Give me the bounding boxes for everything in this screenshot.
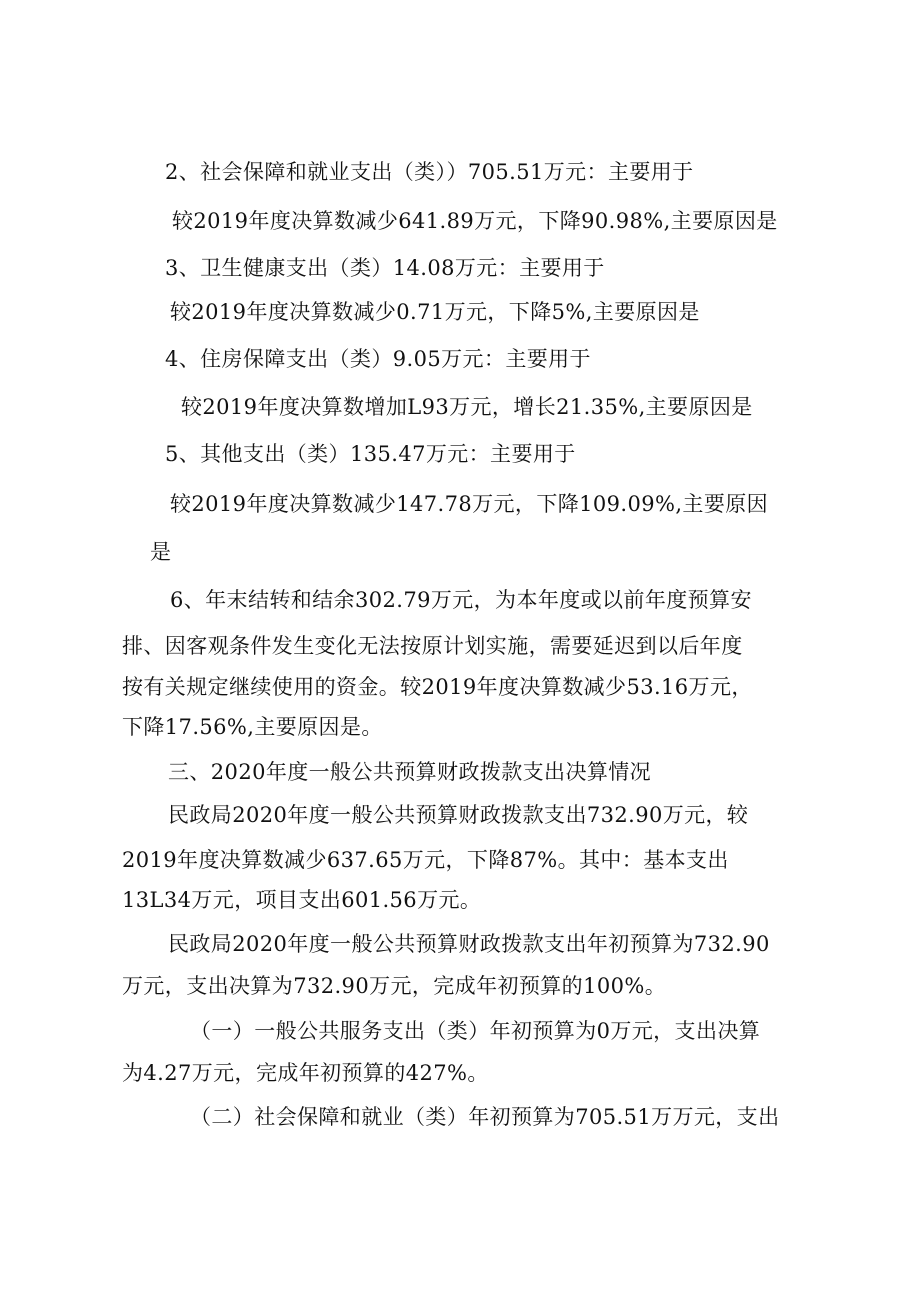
text-line: （二）社会保障和就业（类）年初预算为705.51万万元，支出 (190, 1105, 780, 1129)
text-line: 下降17.56%,主要原因是。 (122, 715, 383, 739)
text-line: （一）一般公共服务支出（类）年初预算为0万元，支出决算 (190, 1019, 761, 1043)
text-line: 万元，支出决算为732.90万元，完成年初预算的100%。 (122, 974, 667, 998)
text-line: 2019年度决算数减少637.65万元，下降87%。其中：基本支出 (122, 848, 729, 872)
section-heading: 三、2020年度一般公共预算财政拨款支出决算情况 (168, 760, 652, 784)
text-line: 按有关规定继续使用的资金。较2019年度决算数减少53.16万元， (122, 675, 753, 699)
text-line: 6、年末结转和结余302.79万元，为本年度或以前年度预算安 (170, 588, 752, 612)
text-line: 4、住房保障支出（类）9.05万元：主要用于 (165, 347, 591, 371)
text-line: 5、其他支出（类）135.47万元：主要用于 (165, 442, 576, 466)
text-line: 较2019年度决算数增加L93万元，增长21.35%,主要原因是 (181, 395, 753, 419)
text-line: 民政局2020年度一般公共预算财政拨款支出732.90万元，较 (168, 803, 749, 827)
text-line: 较2019年度决算数减少147.78万元，下降109.09%,主要原因 (170, 492, 769, 516)
text-line: 民政局2020年度一般公共预算财政拨款支出年初预算为732.90 (168, 932, 770, 956)
text-line: 3、卫生健康支出（类）14.08万元：主要用于 (165, 256, 605, 280)
text-line: 较2019年度决算数减少0.71万元，下降5%,主要原因是 (170, 300, 700, 324)
text-line: 2、社会保障和就业支出（类））705.51万元：主要用于 (165, 160, 694, 184)
text-line: 较2019年度决算数减少641.89万元，下降90.98%,主要原因是 (172, 209, 778, 233)
text-line: 是 (150, 540, 172, 564)
text-line: 排、因客观条件发生变化无法按原计划实施，需要延迟到以后年度 (122, 634, 743, 658)
text-line: 为4.27万元，完成年初预算的427%。 (122, 1061, 489, 1085)
text-line: 13L34万元，项目支出601.56万元。 (122, 888, 482, 912)
